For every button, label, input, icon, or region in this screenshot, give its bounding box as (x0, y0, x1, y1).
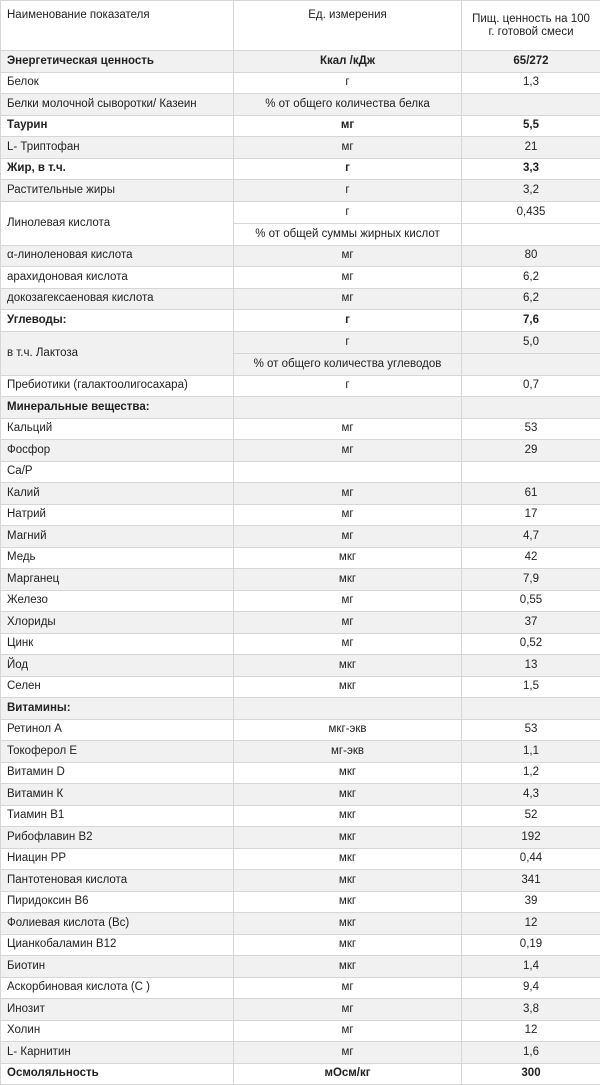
table-row (1, 115, 600, 137)
row-unit: мг (234, 245, 462, 267)
row-value (462, 698, 600, 720)
table-row (1, 547, 600, 569)
row-name: Натрий (1, 504, 234, 526)
row-unit: % от общего количества белка (234, 94, 462, 116)
row-value: 1,1 (462, 741, 600, 763)
row-name: Рибофлавин В2 (1, 827, 234, 849)
table-row (1, 999, 600, 1021)
table-row (1, 784, 600, 806)
row-value (462, 353, 600, 375)
table-row (1, 1042, 600, 1064)
row-unit: мг (234, 1020, 462, 1042)
row-unit: мкг (234, 934, 462, 956)
row-name: Хлориды (1, 612, 234, 634)
row-unit: мкг (234, 569, 462, 591)
row-unit: мОсм/кг (234, 1063, 462, 1085)
row-unit: мкг (234, 913, 462, 935)
row-name: Фосфор (1, 440, 234, 462)
row-name: Растительные жиры (1, 180, 234, 202)
row-value: 3,3 (462, 158, 600, 180)
row-unit (234, 397, 462, 419)
row-unit: мг (234, 288, 462, 310)
row-unit: г (234, 375, 462, 397)
row-name: Биотин (1, 956, 234, 978)
table-row (1, 440, 600, 462)
table-row (1, 870, 600, 892)
row-value: 0,55 (462, 590, 600, 612)
row-value: 6,2 (462, 288, 600, 310)
row-name: Осмоляльность (1, 1063, 234, 1085)
row-unit: мкг (234, 547, 462, 569)
table-row (1, 461, 600, 483)
row-value: 1,4 (462, 956, 600, 978)
row-value: 53 (462, 719, 600, 741)
row-value: 7,9 (462, 569, 600, 591)
row-unit: мкг (234, 848, 462, 870)
header-value: Пищ. ценность на 100 г. готовой смеси (462, 1, 600, 51)
row-value: 53 (462, 418, 600, 440)
row-unit: мг (234, 526, 462, 548)
row-value: 80 (462, 245, 600, 267)
row-name: Жир, в т.ч. (1, 158, 234, 180)
row-unit: мг (234, 977, 462, 999)
table-row (1, 51, 600, 73)
row-value: 3,8 (462, 999, 600, 1021)
row-unit: мкг (234, 827, 462, 849)
row-name: Фолиевая кислота (Вс) (1, 913, 234, 935)
row-name: Витамины: (1, 698, 234, 720)
row-value: 192 (462, 827, 600, 849)
row-name: Пантотеновая кислота (1, 870, 234, 892)
row-name: Энергетическая ценность (1, 51, 234, 73)
row-name: Витамин К (1, 784, 234, 806)
row-value: 7,6 (462, 310, 600, 332)
table-row (1, 805, 600, 827)
row-name: Селен (1, 676, 234, 698)
row-unit: мкг (234, 891, 462, 913)
row-value: 1,6 (462, 1042, 600, 1064)
row-name: Цинк (1, 633, 234, 655)
table-row (1, 633, 600, 655)
row-value: 0,44 (462, 848, 600, 870)
row-value: 37 (462, 612, 600, 634)
table-row (1, 827, 600, 849)
row-value: 9,4 (462, 977, 600, 999)
row-value: 0,435 (462, 201, 600, 223)
row-value: 0,52 (462, 633, 600, 655)
row-unit: мг (234, 590, 462, 612)
table-row (1, 180, 600, 202)
table-header (1, 1, 600, 51)
row-value: 29 (462, 440, 600, 462)
row-value: 21 (462, 137, 600, 159)
row-name: в т.ч. Лактоза (1, 331, 234, 375)
header-name: Наименование показателя (1, 1, 234, 51)
row-value: 12 (462, 913, 600, 935)
row-value: 13 (462, 655, 600, 677)
row-value (462, 94, 600, 116)
table-row (1, 676, 600, 698)
table-row (1, 719, 600, 741)
row-value: 1,5 (462, 676, 600, 698)
row-value: 39 (462, 891, 600, 913)
table-row (1, 977, 600, 999)
table-row (1, 891, 600, 913)
row-unit: мкг (234, 784, 462, 806)
row-unit: мкг-экв (234, 719, 462, 741)
row-name: Йод (1, 655, 234, 677)
row-unit: % от общего количества углеводов (234, 353, 462, 375)
row-unit: мкг (234, 676, 462, 698)
row-unit: % от общей суммы жирных кислот (234, 223, 462, 245)
row-value: 300 (462, 1063, 600, 1085)
table-row (1, 331, 600, 353)
row-unit: г (234, 180, 462, 202)
row-unit: мкг (234, 655, 462, 677)
row-name: Цианкобаламин В12 (1, 934, 234, 956)
table-row (1, 137, 600, 159)
row-value: 42 (462, 547, 600, 569)
row-value: 61 (462, 483, 600, 505)
table-row (1, 848, 600, 870)
table-row (1, 418, 600, 440)
row-unit: г (234, 72, 462, 94)
header-unit: Ед. измерения (234, 1, 462, 51)
row-name: Линолевая кислота (1, 201, 234, 245)
row-name: Магний (1, 526, 234, 548)
row-unit: мг (234, 504, 462, 526)
row-value: 52 (462, 805, 600, 827)
row-value: 4,7 (462, 526, 600, 548)
table-row (1, 310, 600, 332)
table-row (1, 375, 600, 397)
row-value: 0,19 (462, 934, 600, 956)
row-unit: г (234, 201, 462, 223)
row-name: Токоферол Е (1, 741, 234, 763)
table-row (1, 158, 600, 180)
row-value: 65/272 (462, 51, 600, 73)
row-name: α-линоленовая кислота (1, 245, 234, 267)
row-unit: мг (234, 1042, 462, 1064)
row-value: 5,5 (462, 115, 600, 137)
row-unit (234, 698, 462, 720)
row-unit: г (234, 331, 462, 353)
table-row (1, 483, 600, 505)
row-unit: мкг (234, 762, 462, 784)
row-value: 12 (462, 1020, 600, 1042)
row-name: Белки молочной сыворотки/ Казеин (1, 94, 234, 116)
row-value: 6,2 (462, 267, 600, 289)
row-name: Марганец (1, 569, 234, 591)
table-body (1, 51, 600, 1085)
table-row (1, 201, 600, 223)
row-unit (234, 461, 462, 483)
row-unit: мг-экв (234, 741, 462, 763)
table-row (1, 590, 600, 612)
row-name: арахидоновая кислота (1, 267, 234, 289)
table-row (1, 913, 600, 935)
row-value: 1,3 (462, 72, 600, 94)
section-row (1, 397, 600, 419)
row-name: Ca/P (1, 461, 234, 483)
row-unit: мг (234, 137, 462, 159)
row-value: 341 (462, 870, 600, 892)
row-name: Таурин (1, 115, 234, 137)
table-row (1, 569, 600, 591)
table-row (1, 934, 600, 956)
row-name: Углеводы: (1, 310, 234, 332)
row-name: Железо (1, 590, 234, 612)
table-row (1, 288, 600, 310)
row-name: Медь (1, 547, 234, 569)
row-name: Ниацин РР (1, 848, 234, 870)
row-unit: мг (234, 440, 462, 462)
row-name: Инозит (1, 999, 234, 1021)
row-value: 3,2 (462, 180, 600, 202)
row-unit: мг (234, 115, 462, 137)
row-value: 5,0 (462, 331, 600, 353)
row-name: Витамин D (1, 762, 234, 784)
row-unit: мг (234, 633, 462, 655)
row-unit: г (234, 158, 462, 180)
row-value: 4,3 (462, 784, 600, 806)
row-name: Минеральные вещества: (1, 397, 234, 419)
row-value: 17 (462, 504, 600, 526)
row-unit: мкг (234, 870, 462, 892)
row-value (462, 223, 600, 245)
table-row (1, 612, 600, 634)
row-name: Ретинол А (1, 719, 234, 741)
table-row (1, 267, 600, 289)
row-value: 0,7 (462, 375, 600, 397)
row-unit: мг (234, 483, 462, 505)
row-unit: Ккал /кДж (234, 51, 462, 73)
section-row (1, 698, 600, 720)
table-row (1, 956, 600, 978)
table-row (1, 655, 600, 677)
row-name: Пребиотики (галактоолигосахара) (1, 375, 234, 397)
row-value (462, 397, 600, 419)
row-unit: мг (234, 267, 462, 289)
row-unit: г (234, 310, 462, 332)
row-name: докозагексаеновая кислота (1, 288, 234, 310)
table-row (1, 94, 600, 116)
table-row (1, 504, 600, 526)
row-name: Тиамин В1 (1, 805, 234, 827)
table-row (1, 245, 600, 267)
row-unit: мг (234, 418, 462, 440)
row-name: Холин (1, 1020, 234, 1042)
row-unit: мг (234, 612, 462, 634)
table-row (1, 72, 600, 94)
row-value (462, 461, 600, 483)
row-value: 1,2 (462, 762, 600, 784)
row-name: Белок (1, 72, 234, 94)
row-unit: мкг (234, 805, 462, 827)
row-name: Кальций (1, 418, 234, 440)
row-name: Пиридоксин В6 (1, 891, 234, 913)
row-name: Калий (1, 483, 234, 505)
row-unit: мг (234, 999, 462, 1021)
table-row (1, 1020, 600, 1042)
table-row (1, 762, 600, 784)
row-name: Аскорбиновая кислота (С ) (1, 977, 234, 999)
table-row (1, 526, 600, 548)
row-name: L- Карнитин (1, 1042, 234, 1064)
table-row (1, 741, 600, 763)
row-unit: мкг (234, 956, 462, 978)
row-name: L- Триптофан (1, 137, 234, 159)
